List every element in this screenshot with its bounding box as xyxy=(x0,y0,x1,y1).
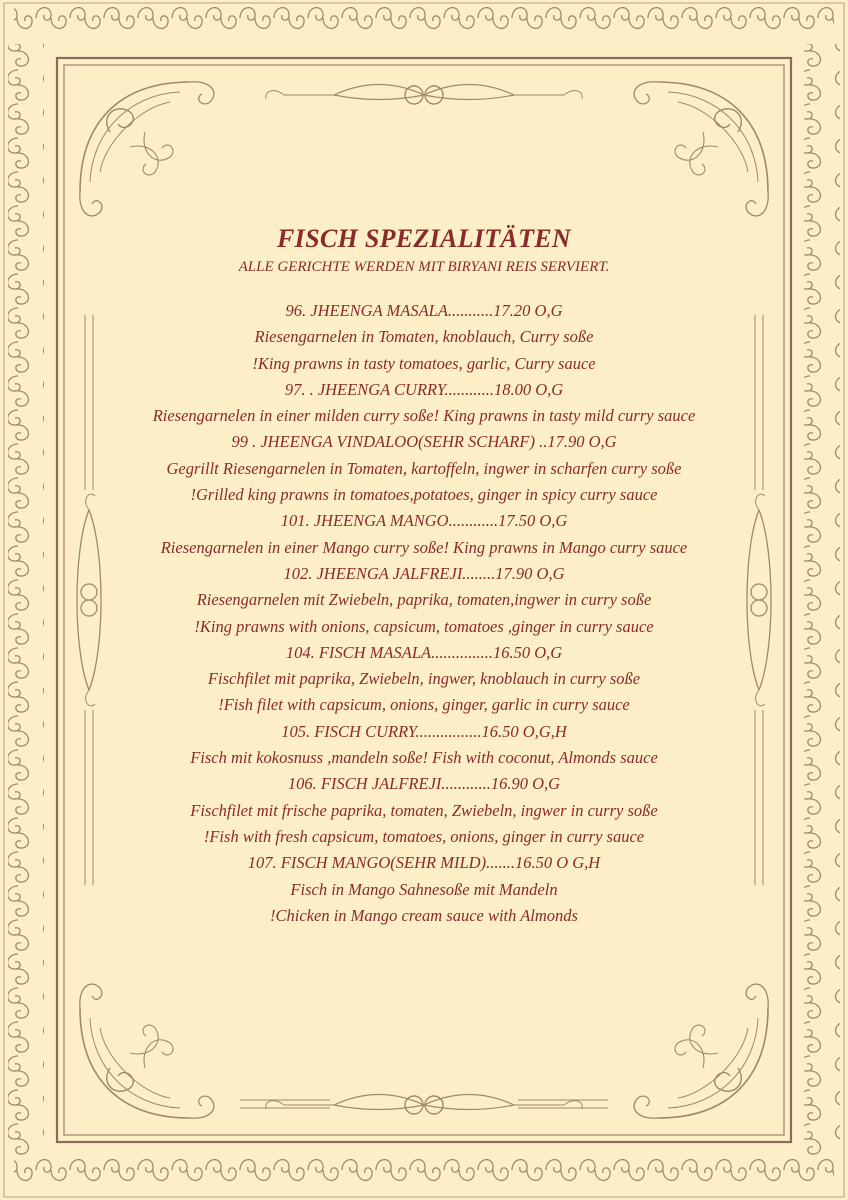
menu-line: Fisch in Mango Sahnesoße mit Mandeln xyxy=(290,879,558,899)
menu-line: !Grilled king prawns in tomatoes,potatoes, ginger in spicy curry sauce xyxy=(190,485,658,505)
menu-line: Riesengarnelen mit Zwiebeln, paprika, tomaten,ingwer in curry soße xyxy=(196,590,652,610)
menu-items xyxy=(90,298,758,929)
menu-title: FISCH SPEZIALITÄTEN xyxy=(277,224,571,253)
menu-line: 107. FISCH MANGO(SEHR MILD).......16.50 O G,H xyxy=(247,853,601,873)
menu-line: Riesengarnelen in Tomaten, knoblauch, Curry soße xyxy=(254,327,594,347)
menu-line: 97. . JHEENGA CURRY............18.00 O,G xyxy=(284,379,564,399)
menu-line: !Fish with fresh capsicum, tomatoes, onions, ginger in curry sauce xyxy=(203,826,645,846)
menu-line: Riesengarnelen in einer milden curry soße! King prawns in tasty mild curry sauce xyxy=(152,406,696,426)
menu-line: 104. FISCH MASALA...............16.50 O,G xyxy=(285,642,563,662)
menu-line: Fisch mit kokosnuss ,mandeln soße! Fish with coconut, Almonds sauce xyxy=(190,748,658,768)
menu-content xyxy=(90,222,758,929)
menu-line: !Fish filet with capsicum, onions, ginger, garlic in curry sauce xyxy=(218,695,630,715)
menu-line: 102. JHEENGA JALFREJI........17.90 O,G xyxy=(283,563,565,583)
menu-line: !King prawns with onions, capsicum, tomatoes ,ginger in curry sauce xyxy=(194,616,654,636)
menu-line: Fischfilet mit frische paprika, tomaten, Zwiebeln, ingwer in curry soße xyxy=(190,800,658,820)
menu-line: 99 . JHEENGA VINDALOO(SEHR SCHARF) ..17.90 O,G xyxy=(231,432,617,452)
menu-line: !King prawns in tasty tomatoes, garlic, Curry sauce xyxy=(252,353,596,373)
menu-line: 105. FISCH CURRY................16.50 O,G,H xyxy=(281,721,567,741)
menu-subtitle: ALLE GERICHTE WERDEN MIT BIRYANI REIS SERVIERT. xyxy=(238,259,610,275)
menu-line: Gegrillt Riesengarnelen in Tomaten, kartoffeln, ingwer in scharfen curry soße xyxy=(166,458,682,478)
menu-line: 106. FISCH JALFREJI............16.90 O,G xyxy=(287,774,561,794)
menu-line: Riesengarnelen in einer Mango curry soße! King prawns in Mango curry sauce xyxy=(160,537,688,557)
menu-line: !Chicken in Mango cream sauce with Almonds xyxy=(270,905,578,925)
menu-line: Fischfilet mit paprika, Zwiebeln, ingwer, knoblauch in curry soße xyxy=(207,669,641,689)
menu-line: 101. JHEENGA MANGO............17.50 O,G xyxy=(280,511,568,531)
menu-line: 96. JHEENGA MASALA...........17.20 O,G xyxy=(285,301,563,320)
